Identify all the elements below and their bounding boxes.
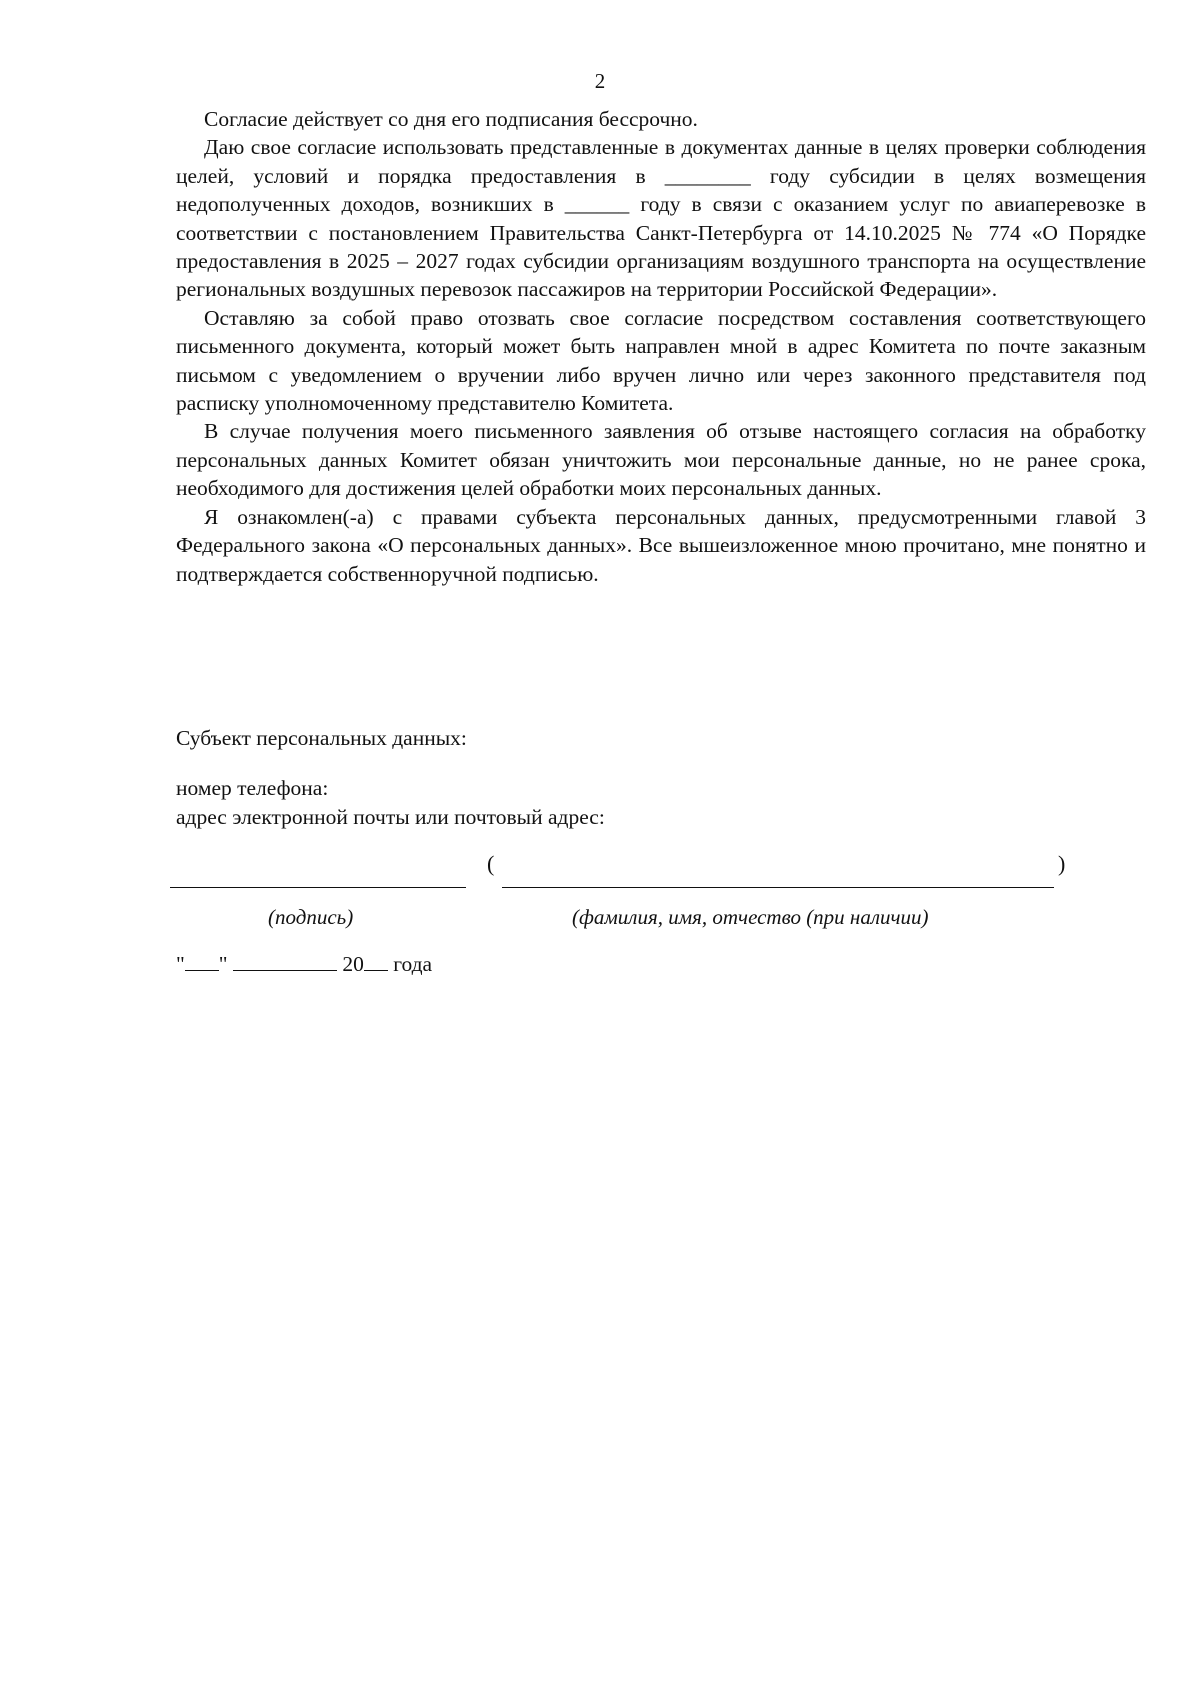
name-paren-open: (	[487, 851, 495, 876]
year-prefix: 20	[342, 952, 364, 976]
phone-label: номер телефона:	[176, 776, 329, 800]
page-number: 2	[594, 69, 606, 93]
date-quote-close: "	[218, 952, 228, 976]
date-quote-open: "	[176, 952, 185, 976]
paragraph-revocation-effect: В случае получения моего письменного заявления об отзыве настоящего согласия на обработку персональных данных Комитет обязан уничтожить мои персональные данные, но не ранее срока, необходимого для достижения целей обработки моих персональных данных.	[176, 419, 1146, 501]
signature-line	[170, 887, 466, 888]
date-line	[176, 950, 432, 977]
year-suffix: года	[393, 952, 433, 976]
paragraph-acknowledgement: Я ознакомлен(-а) с правами субъекта персональных данных, предусмотренными главой 3 Федерального закона «О персональных данных». Все вышеизложенное мною прочитано, мне понятно и подтверждается собственноручной подписью.	[176, 504, 1146, 586]
consent-body	[176, 105, 1146, 588]
name-paren-close: )	[1058, 851, 1066, 876]
month-blank	[233, 950, 337, 971]
email-label: адрес электронной почты или почтовый адрес:	[176, 805, 605, 829]
signature-caption: (подпись)	[268, 905, 354, 929]
subject-title: Субъект персональных данных:	[176, 726, 467, 750]
paragraph-consent-purpose: Даю свое согласие использовать представленные в документах данные в целях проверки соблюдения целей, условий и порядка предоставления в ________ году субсидии в целях возмещения недополученных доходов, возникших в ______ году в связи с оказанием услуг по авиаперевозке в соответствии с постановлением Правительства Санкт-Петербурга от 14.10.2025 № 774 «О Порядке предоставления в 2025 – 2027 годах субсидии организациям воздушного транспорта на осуществление региональных воздушных перевозок пассажиров на территории Российской Федерации».	[176, 135, 1146, 302]
year-blank	[364, 950, 388, 971]
paragraph-revocation-right: Оставляю за собой право отозвать свое согласие посредством составления соответствующего письменного документа, который может быть направлен мной в адрес Комитета по почте заказным письмом с уведомлением о вручении либо вручен лично или через законного представителя под расписку уполномоченному представителю Комитета.	[176, 305, 1146, 416]
paragraph-validity: Согласие действует со дня его подписания бессрочно.	[204, 107, 698, 131]
full-name-line	[502, 887, 1054, 888]
full-name-caption: (фамилия, имя, отчество (при наличии)	[572, 905, 929, 929]
day-blank	[185, 950, 219, 971]
contact-block	[176, 774, 605, 832]
